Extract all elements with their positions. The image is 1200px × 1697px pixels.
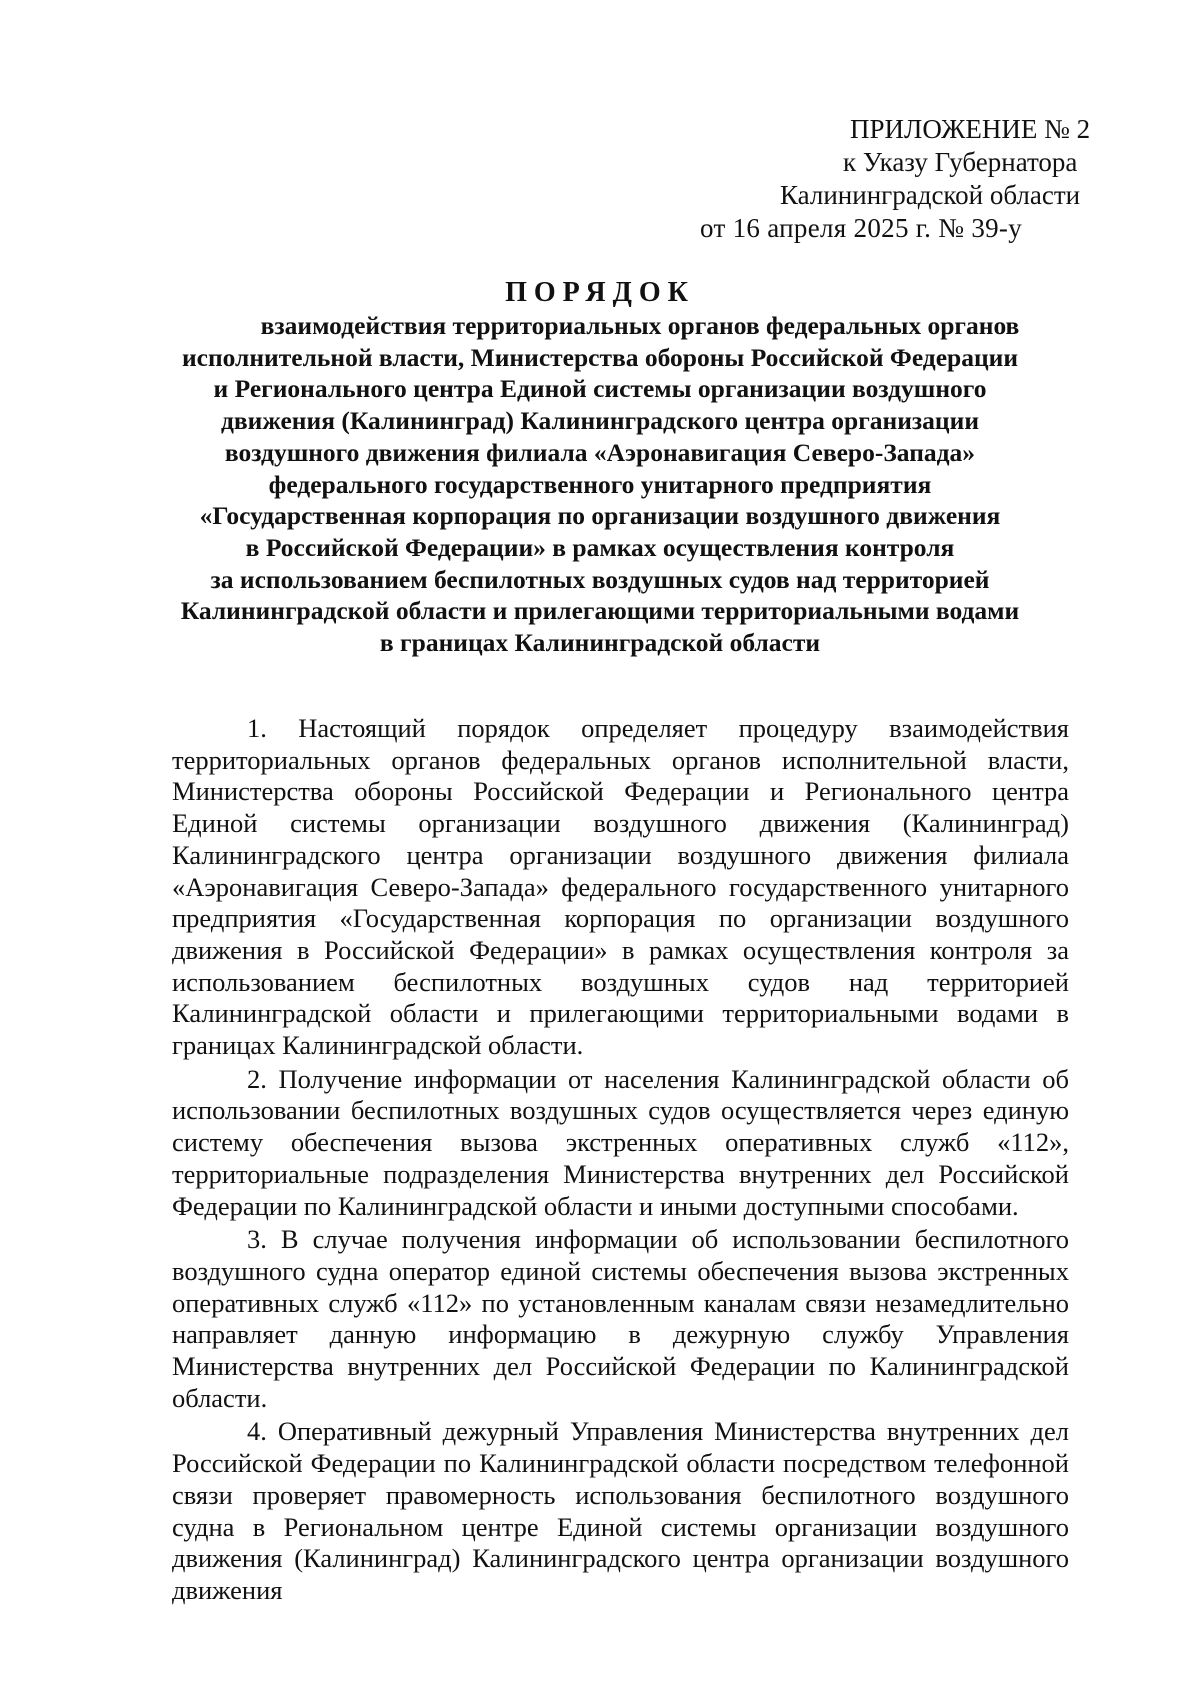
- appendix-region: Калининградской области: [780, 180, 1081, 210]
- appendix-date-number: от 16 апреля 2025 г. № 39-у: [700, 213, 1023, 243]
- appendix-header: [700, 113, 1120, 245]
- paragraph-3: 3. В случае получения информации об использовании беспилотного воздушного судна оператор единой системы обеспечения вызова экстренных оперативных служб «112» по установленным каналам связи незамедлительно направляет данную информацию в дежурную службу Управления Министерства внутренних дел Российской Федерации по Калининградской области.: [172, 1224, 1069, 1413]
- subtitle-line: в Российской Федерации» в рамках осуществления контроля: [245, 532, 955, 562]
- subtitle-line: «Государственная корпорация по организации воздушного движения: [199, 501, 1001, 531]
- subtitle-line: исполнительной власти, Министерства обороны Российской Федерации: [181, 342, 1019, 372]
- paragraph-1: 1. Настоящий порядок определяет процедуру взаимодействия территориальных органов федеральных органов исполнительной власти, Министерства обороны Российской Федерации и Регионального центра Единой системы организации воздушного движения (Калининград) Калининградского центра организации воздушного движения филиала «Аэронавигация Северо-Запада» федерального государственного унитарного предприятия «Государственная корпорация по организации воздушного движения в Российской Федерации» в рамках осуществления контроля за использованием беспилотных воздушных судов над территорией Калининградской области и прилегающими территориальными водами в границах Калининградской области.: [172, 713, 1069, 1061]
- subtitle-line: за использованием беспилотных воздушных судов над территорией: [210, 564, 990, 594]
- subtitle-line: движения (Калининград) Калининградского центра организации: [220, 406, 980, 436]
- subtitle-line: воздушного движения филиала «Аэронавигация Северо-Запада»: [224, 437, 976, 467]
- document-body: [172, 713, 1069, 1609]
- paragraph-2: 2. Получение информации от населения Калининградской области об использовании беспилотных воздушных судов осуществляется через единую систему обеспечения вызова экстренных оперативных служб «112», территориальные подразделения Министерства внутренних дел Российской Федерации по Калининградской области и иными доступными способами.: [172, 1063, 1069, 1221]
- subtitle-line: и Регионального центра Единой системы организации воздушного: [213, 374, 987, 404]
- appendix-decree-reference: к Указу Губернатора: [843, 147, 1078, 177]
- document-subtitle: [150, 310, 1050, 659]
- appendix-number: ПРИЛОЖЕНИЕ № 2: [850, 114, 1091, 144]
- paragraph-4: 4. Оперативный дежурный Управления Министерства внутренних дел Российской Федерации по Калининградской области посредством телефонной связи проверяет правомерность использования беспилотного воздушного судна в Региональном центре Единой системы организации воздушного движения (Калининград) Калининградского центра организации воздушного движения: [172, 1416, 1069, 1605]
- subtitle-line: Калининградской области и прилегающими территориальными водами: [180, 596, 1020, 626]
- document-title: ПОРЯДОК: [505, 277, 695, 308]
- subtitle-line: взаимодействия территориальных органов федеральных органов: [260, 311, 1020, 340]
- subtitle-line: в границах Калининградской области: [379, 628, 821, 658]
- subtitle-line: федерального государственного унитарного предприятия: [268, 469, 932, 499]
